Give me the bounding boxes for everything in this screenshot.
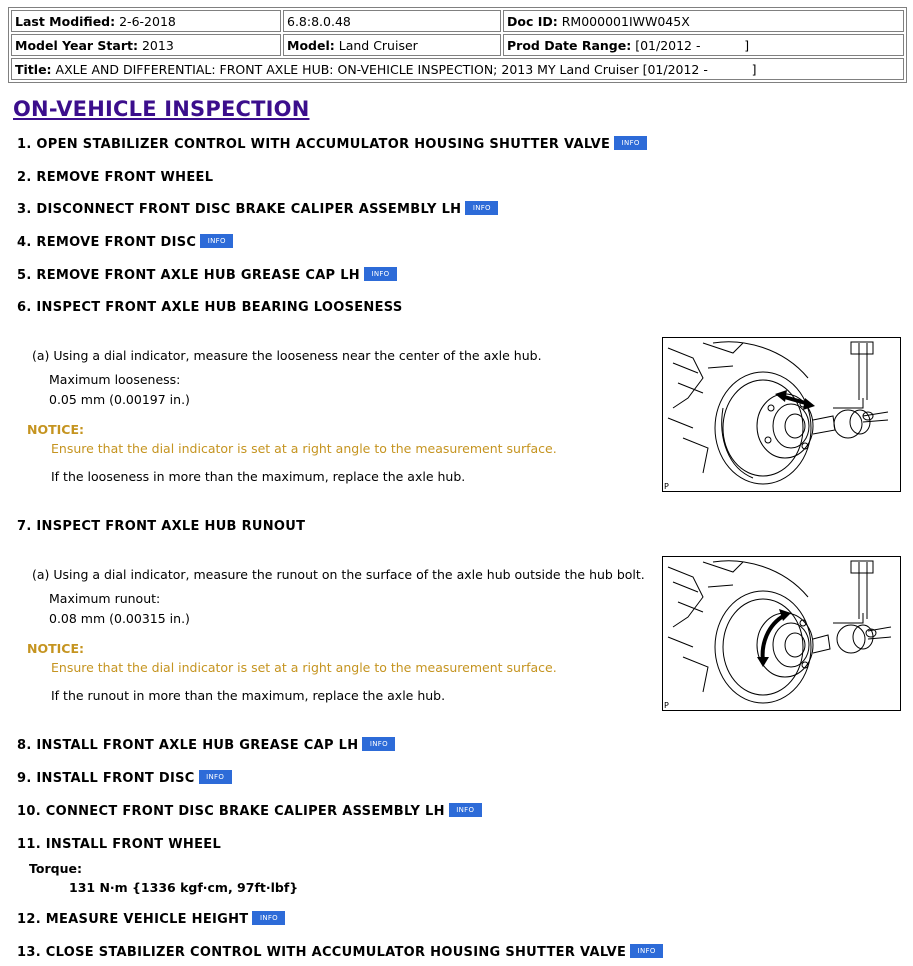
step6-notice-text: Ensure that the dial indicator is set at a right angle to the measurement surface. [51,441,557,456]
version-cell: 6.8:8.0.48 [283,10,501,32]
step6-spec-label: Maximum looseness: [49,372,181,387]
info-button[interactable]: INFO [199,770,232,784]
step-11: 11. INSTALL FRONT WHEEL [17,837,222,852]
step7-result: If the runout in more than the maximum, replace the axle hub. [51,688,446,703]
step-5: 5. REMOVE FRONT AXLE HUB GREASE CAP LH INFO [17,268,397,283]
step-13: 13. CLOSE STABILIZER CONTROL WITH ACCUMULATOR HOUSING SHUTTER VALVE INFO [17,945,663,960]
info-button[interactable]: INFO [364,267,397,281]
last-modified-cell: Last Modified: 2-6-2018 [11,10,281,32]
runout-figure [662,556,901,711]
step6-result: If the looseness in more than the maximum, replace the axle hub. [51,469,466,484]
info-button[interactable]: INFO [465,201,498,215]
model-cell: Model: Land Cruiser [283,34,501,56]
torque-value: 131 N·m {1336 kgf·cm, 97ft·lbf} [69,880,299,895]
step-10: 10. CONNECT FRONT DISC BRAKE CALIPER ASSEMBLY LH INFO [17,804,482,819]
info-button[interactable]: INFO [200,234,233,248]
info-button[interactable]: INFO [614,136,647,150]
step7-spec-value: 0.08 mm (0.00315 in.) [49,611,190,626]
step7-notice-label: NOTICE: [27,641,84,656]
title-cell: Title: AXLE AND DIFFERENTIAL: FRONT AXLE HUB: ON-VEHICLE INSPECTION; 2013 MY Land Cruiser [01/2012 - ] [11,58,904,80]
step7-instruction: (a) Using a dial indicator, measure the runout on the surface of the axle hub outside the hub bolt. [32,567,645,582]
hub-runout-illustration [663,557,900,710]
step7-spec-label: Maximum runout: [49,591,161,606]
step-8: 8. INSTALL FRONT AXLE HUB GREASE CAP LH INFO [17,738,395,753]
step-12: 12. MEASURE VEHICLE HEIGHT INFO [17,912,285,927]
step-2: 2. REMOVE FRONT WHEEL [17,170,214,185]
step6-notice-label: NOTICE: [27,422,84,437]
step-3: 3. DISCONNECT FRONT DISC BRAKE CALIPER ASSEMBLY LH INFO [17,202,498,217]
figure-label: P [664,482,669,491]
looseness-figure [662,337,901,492]
info-button[interactable]: INFO [252,911,285,925]
model-year-cell: Model Year Start: 2013 [11,34,281,56]
step-9: 9. INSTALL FRONT DISC INFO [17,771,232,786]
step-6: 6. INSPECT FRONT AXLE HUB BEARING LOOSENESS [17,300,403,315]
torque-label: Torque: [29,861,82,876]
prod-date-cell: Prod Date Range: [01/2012 - ] [503,34,904,56]
step-4: 4. REMOVE FRONT DISC INFO [17,235,233,250]
figure-label: P [664,701,669,710]
info-button[interactable]: INFO [362,737,395,751]
doc-id-cell: Doc ID: RM000001IWW045X [503,10,904,32]
info-button[interactable]: INFO [449,803,482,817]
document-header-table [8,7,907,83]
step-1: 1. OPEN STABILIZER CONTROL WITH ACCUMULATOR HOUSING SHUTTER VALVE INFO [17,137,647,152]
page-title: ON-VEHICLE INSPECTION [13,97,310,121]
step6-instruction: (a) Using a dial indicator, measure the looseness near the center of the axle hub. [32,348,542,363]
hub-dial-indicator-illustration [663,338,900,491]
step7-notice-text: Ensure that the dial indicator is set at a right angle to the measurement surface. [51,660,557,675]
info-button[interactable]: INFO [630,944,663,958]
step6-spec-value: 0.05 mm (0.00197 in.) [49,392,190,407]
step-7: 7. INSPECT FRONT AXLE HUB RUNOUT [17,519,306,534]
